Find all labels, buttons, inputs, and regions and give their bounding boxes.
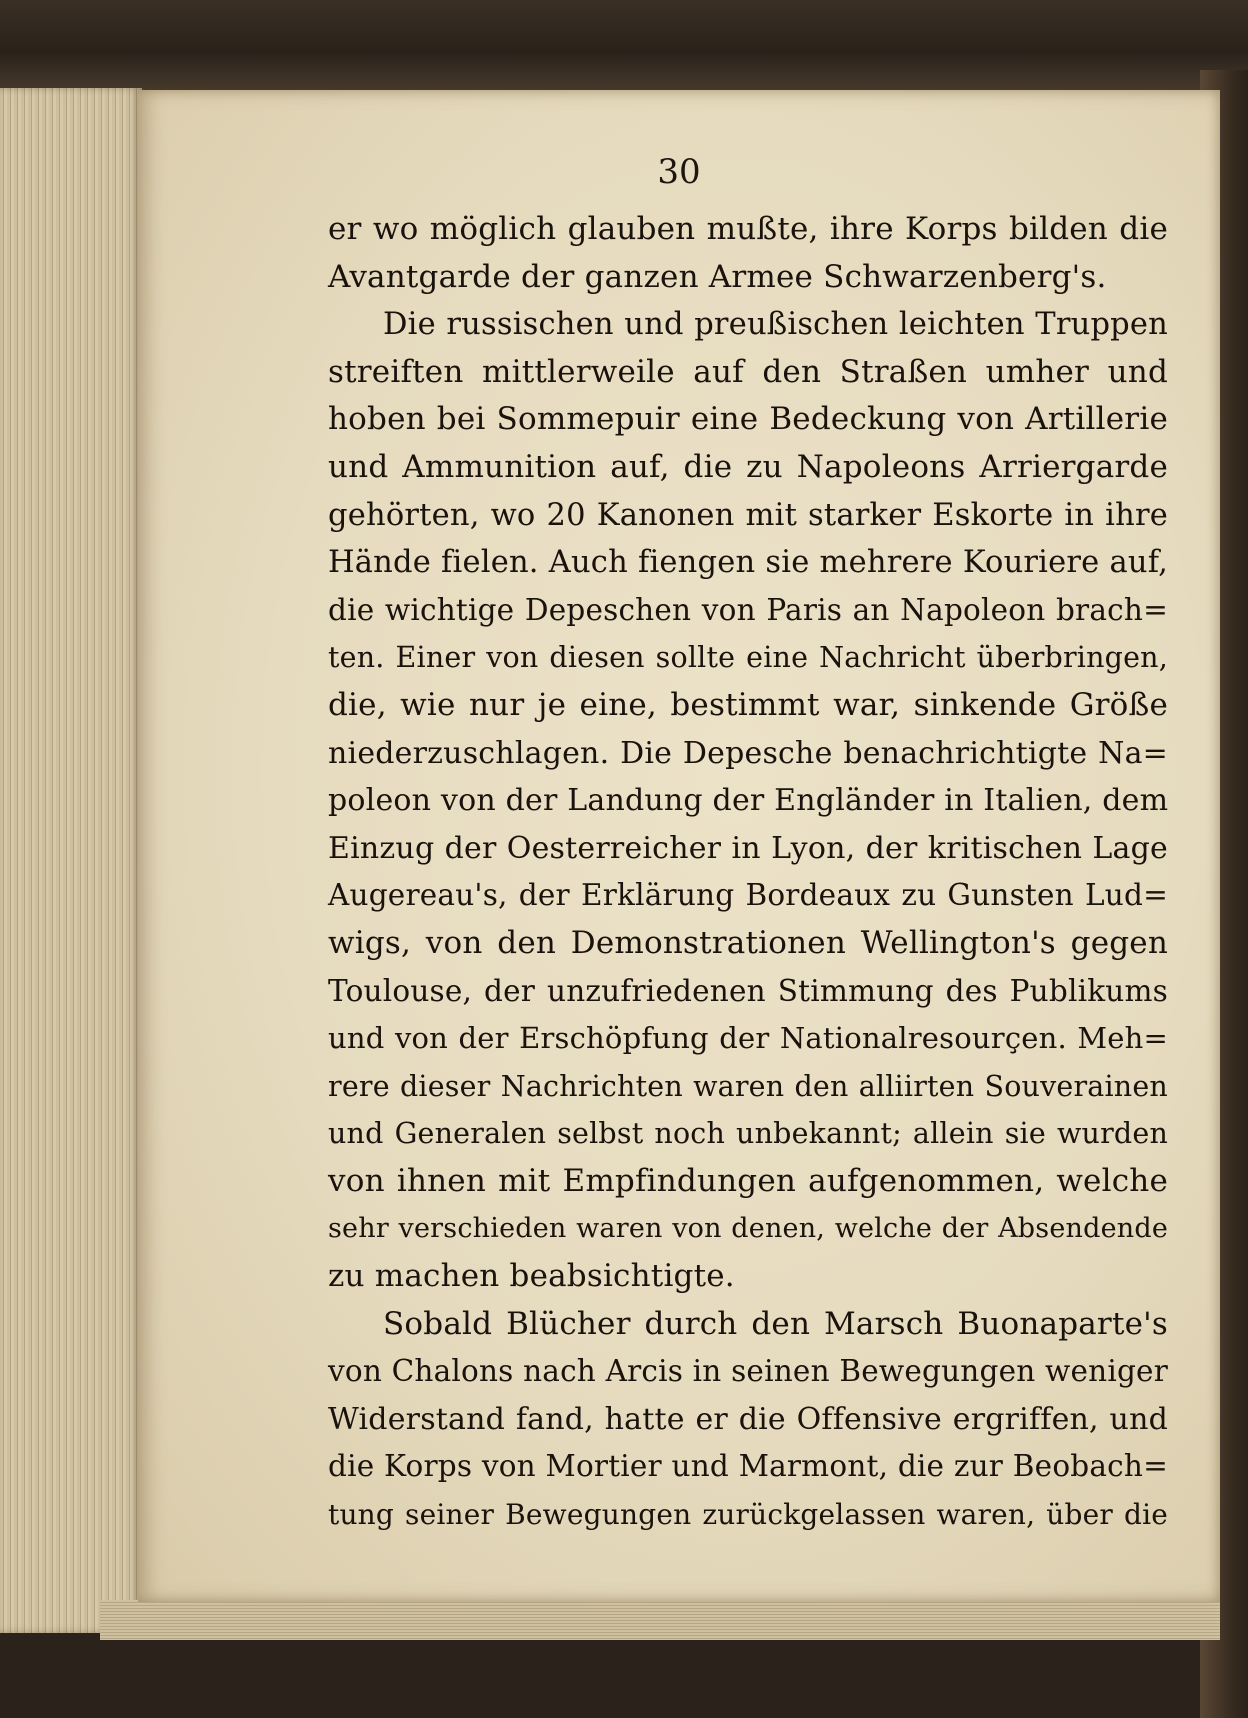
- text-line: die, wie nur je eine, bestimmt war, sinkende Größe: [328, 686, 1168, 723]
- text-line: die wichtige Depeschen von Paris an Napoleon brach=: [328, 592, 1168, 627]
- text-line: niederzuschlagen. Die Depesche benachrichtigte Na=: [328, 735, 1168, 771]
- text-line: Toulouse, der unzufriedenen Stimmung des Publikums: [328, 973, 1168, 1008]
- page-edges-left: [0, 88, 142, 1633]
- text-line: hoben bei Sommepuir eine Bedeckung von Artillerie: [328, 401, 1168, 438]
- text-line: die Korps von Mortier und Marmont, die zur Beobach=: [328, 1449, 1168, 1484]
- text-line: streiften mittlerweile auf den Straßen umher und: [328, 353, 1168, 390]
- text-line: Augereau's, der Erklärung Bordeaux zu Gunsten Lud=: [328, 878, 1168, 913]
- text-line: Avantgarde der ganzen Armee Schwarzenberg's.: [328, 258, 1107, 295]
- text-line: Widerstand fand, hatte er die Offensive ergriffen, und: [328, 1401, 1168, 1437]
- text-line: von Chalons nach Arcis in seinen Bewegungen weniger: [328, 1354, 1168, 1389]
- text-line: poleon von der Landung der Engländer in Italien, dem: [328, 783, 1169, 819]
- page-number: 30: [657, 152, 701, 192]
- text-line: rere dieser Nachrichten waren den alliirten Souverainen: [328, 1069, 1168, 1103]
- book-page: [138, 90, 1220, 1602]
- text-line: von ihnen mit Empfindungen aufgenommen, welche: [328, 1162, 1168, 1199]
- text-line: sehr verschieden waren von denen, welche der Absendende: [328, 1213, 1168, 1245]
- page-edges-bottom: [100, 1600, 1220, 1640]
- book-cover-top: [0, 0, 1248, 95]
- text-line: gehörten, wo 20 Kanonen mit starker Eskorte in ihre: [328, 497, 1168, 533]
- text-line: Einzug der Oesterreicher in Lyon, der kritischen Lage: [328, 830, 1168, 866]
- text-line: er wo möglich glauben mußte, ihre Korps bilden die: [328, 211, 1168, 247]
- text-line: Hände fielen. Auch fiengen sie mehrere Kouriere auf,: [328, 545, 1168, 581]
- text-line: ten. Einer von diesen sollte eine Nachricht überbringen,: [328, 641, 1168, 675]
- text-line: wigs, von den Demonstrationen Wellington's gegen: [328, 924, 1168, 961]
- text-line: und von der Erschöpfung der Nationalresourçen. Meh=: [328, 1021, 1168, 1056]
- text-line: Die russischen und preußischen leichten Truppen: [383, 307, 1168, 343]
- text-line: tung seiner Bewegungen zurückgelassen waren, über die: [328, 1498, 1168, 1532]
- text-line: und Generalen selbst noch unbekannt; allein sie wurden: [328, 1117, 1168, 1151]
- page-text: [328, 206, 1168, 1539]
- text-line: und Ammunition auf, die zu Napoleons Arriergarde: [328, 448, 1168, 485]
- text-line: Sobald Blücher durch den Marsch Buonaparte's: [383, 1305, 1168, 1342]
- text-line: zu machen beabsichtigte.: [328, 1258, 735, 1295]
